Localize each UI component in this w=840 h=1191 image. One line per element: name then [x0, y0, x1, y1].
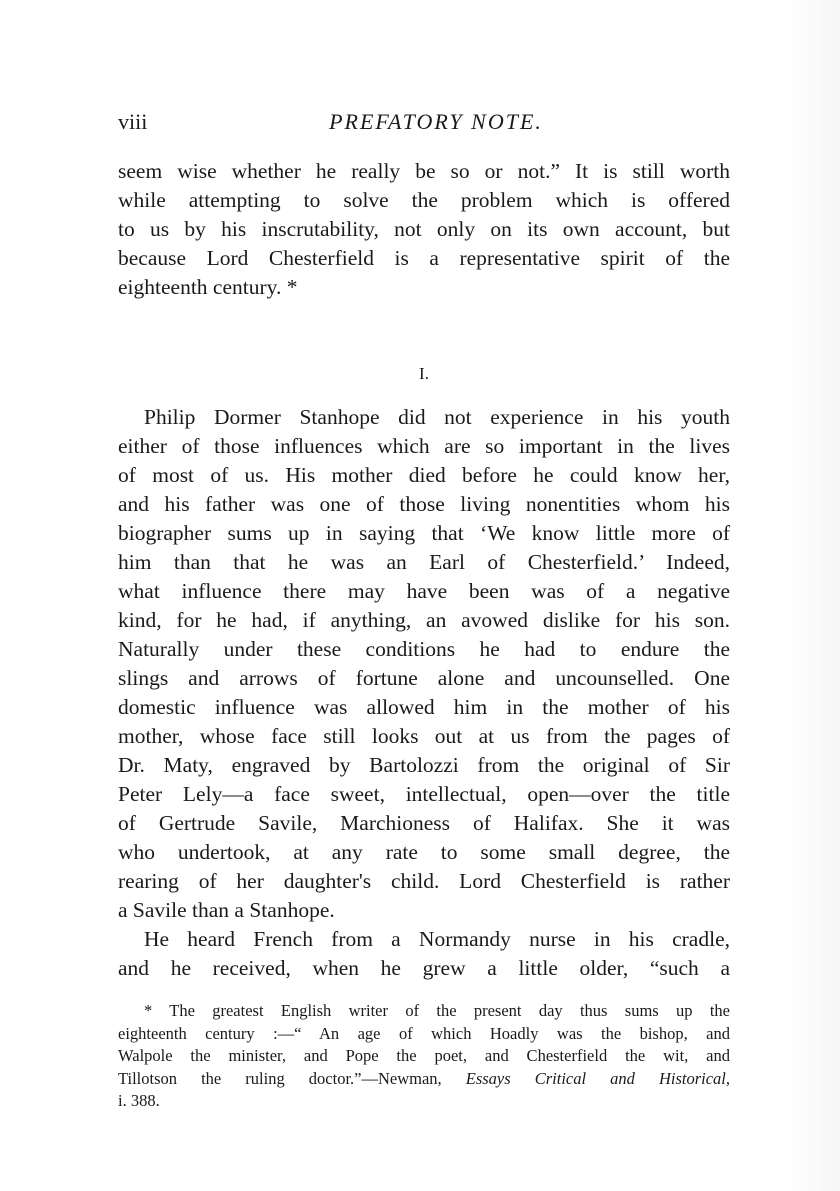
text-line: eighteenth century. * — [118, 275, 298, 299]
text-line: rearing of her daughter's child. Lord Chesterfield is rather — [118, 869, 730, 893]
paragraph-first-line: He heard French from a Normandy nurse in his cradle, — [144, 927, 730, 951]
text-line: of Gertrude Savile, Marchioness of Halifax. She it was — [118, 811, 730, 835]
page-edge-shadow — [782, 0, 840, 1191]
text-line: seem wise whether he really be so or not.” It is still worth — [118, 159, 730, 183]
footnote-line: eighteenth century :—“ An age of which Hoadly was the bishop, and — [118, 1023, 730, 1043]
text-line: mother, whose face still looks out at us from the pages of — [118, 724, 730, 748]
opening-paragraph — [118, 157, 730, 302]
text-line: Naturally under these conditions he had to endure the — [118, 637, 730, 661]
text-line: what influence there may have been was of a negative — [118, 579, 730, 603]
text-line: domestic influence was allowed him in the mother of his — [118, 695, 730, 719]
page-number: viii — [118, 109, 148, 134]
footnote-line: * The greatest English writer of the present day thus sums up the — [144, 1001, 730, 1020]
footnote-citation: i. 388. — [118, 1091, 160, 1110]
text-line: biographer sums up in saying that ‘We know little more of — [118, 521, 730, 545]
text-line: slings and arrows of fortune alone and uncounselled. One — [118, 666, 730, 690]
footnote-line: Walpole the minister, and Pope the poet, and Chesterfield the wit, and — [118, 1046, 730, 1065]
text-line: who undertook, at any rate to some small degree, the — [118, 840, 730, 864]
footnote-line — [118, 1068, 730, 1091]
text-line: a Savile than a Stanhope. — [118, 898, 335, 922]
body-text — [118, 403, 730, 983]
text-line: and his father was one of those living nonentities whom his — [118, 492, 730, 516]
text-line: because Lord Chesterfield is a representative spirit of the — [118, 246, 730, 270]
running-title: PREFATORY NOTE. — [329, 109, 543, 134]
text-line: while attempting to solve the problem which is offered — [118, 188, 730, 212]
footnote-text: Tillotson the ruling doctor.”—Newman, — [118, 1068, 466, 1088]
text-line: Peter Lely—a face sweet, intellectual, open—over the title — [118, 782, 730, 806]
text-line: to us by his inscrutability, not only on its own account, but — [118, 217, 730, 241]
text-line: and he received, when he grew a little older, “such a — [118, 956, 730, 980]
text-line: him than that he was an Earl of Chesterfield.’ Indeed, — [118, 550, 730, 574]
text-line: Dr. Maty, engraved by Bartolozzi from the original of Sir — [118, 753, 730, 777]
paragraph-first-line: Philip Dormer Stanhope did not experience in his youth — [144, 405, 730, 429]
text-line: either of those influences which are so important in the lives — [118, 434, 730, 458]
text-line: of most of us. His mother died before he could know her, — [118, 463, 730, 487]
page-header — [118, 106, 730, 138]
cited-work-title: Essays Critical and Historical, — [465, 1068, 730, 1088]
text-line: kind, for he had, if anything, an avowed dislike for his son. — [118, 608, 730, 632]
section-numeral: I. — [419, 364, 429, 383]
footnote — [118, 1000, 730, 1113]
